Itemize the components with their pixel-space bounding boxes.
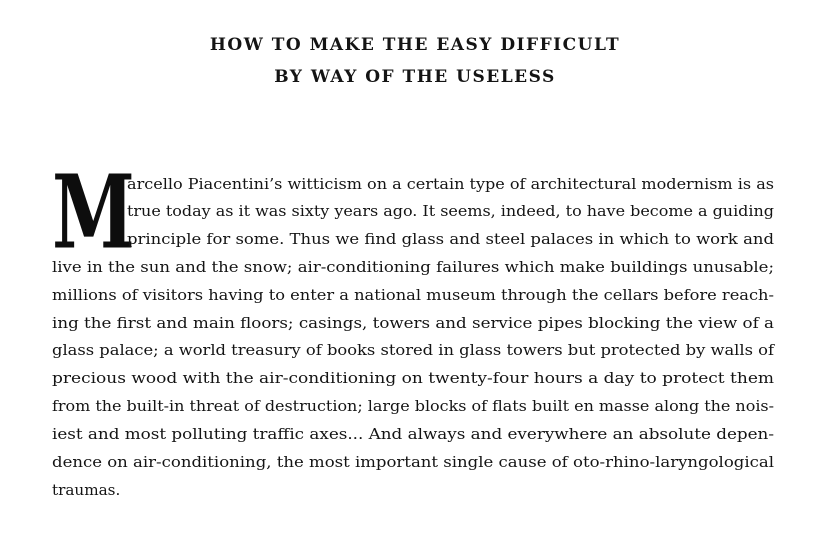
body-line: precious wood with the air-conditioning on twenty-four hours a day to protect them bbox=[52, 369, 774, 387]
body-line: ing the first and main floors; casings, towers and service pipes blocking the view of a bbox=[52, 314, 774, 332]
body-line: iest and most polluting traffic axes... And always and everywhere an absolute depen- bbox=[52, 425, 774, 443]
body-line: arcello Piacentini’s witticism on a certain type of architectural modernism is as bbox=[127, 175, 774, 193]
body-line: live in the sun and the snow; air-conditioning failures which make buildings unusable; bbox=[52, 258, 774, 276]
body-line: traumas. bbox=[52, 481, 121, 499]
body-line: true today as it was sixty years ago. It seems, indeed, to have become a guiding bbox=[127, 202, 774, 220]
page-title-line-2: BY WAY OF THE USELESS bbox=[274, 67, 556, 87]
body-line: dence on air-conditioning, the most important single cause of oto-rhino-laryngological bbox=[52, 453, 774, 471]
drop-cap: M bbox=[52, 152, 135, 272]
body-line: principle for some. Thus we find glass and steel palaces in which to work and bbox=[127, 230, 774, 248]
body-line: glass palace; a world treasury of books stored in glass towers but protected by walls of bbox=[52, 341, 774, 359]
body-line: from the built-in threat of destruction; large blocks of flats built en masse along the nois- bbox=[52, 397, 775, 415]
page-title-line-1: HOW TO MAKE THE EASY DIFFICULT bbox=[209, 35, 621, 55]
body-line: millions of visitors having to enter a national museum through the cellars before reach- bbox=[52, 286, 774, 304]
